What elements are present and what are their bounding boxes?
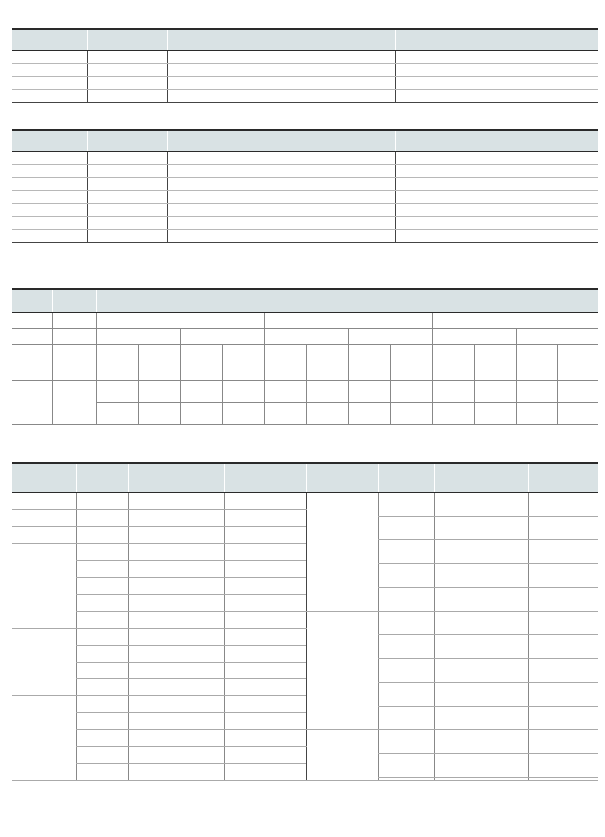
spec-cell	[224, 747, 306, 764]
header-eia-code	[87, 130, 167, 152]
step-value	[306, 381, 348, 403]
size-cell	[306, 493, 378, 612]
eia-cell	[87, 191, 167, 204]
header-tc	[52, 289, 96, 313]
table-row	[12, 90, 598, 103]
series-cell	[12, 345, 52, 381]
thickness-cell	[434, 754, 528, 778]
code-cell	[76, 526, 128, 543]
thickness-cell	[128, 526, 224, 543]
value-cell	[395, 90, 598, 103]
eia-cell	[87, 230, 167, 243]
code-cell	[76, 560, 128, 577]
spec-cell	[528, 754, 598, 778]
step-value	[557, 345, 598, 381]
symbol-cell	[12, 64, 87, 77]
table-row	[12, 77, 598, 90]
spec-cell	[528, 777, 598, 780]
step-value	[557, 403, 598, 425]
eia-cell	[87, 152, 167, 165]
table-row	[12, 611, 598, 614]
temp-cell	[167, 165, 395, 178]
spec-cell	[224, 560, 306, 577]
code-cell	[378, 516, 434, 540]
step-value	[138, 345, 180, 381]
size-cell	[306, 730, 378, 781]
spec-cell	[528, 516, 598, 540]
thickness-cell	[128, 645, 224, 662]
code-cell	[76, 747, 128, 764]
step-value	[180, 381, 222, 403]
value-cell	[395, 204, 598, 217]
code-cell	[76, 662, 128, 679]
table-row	[12, 191, 598, 204]
header-code	[76, 463, 128, 493]
step-header-row	[12, 289, 598, 313]
eia-cell	[87, 51, 167, 64]
step-value	[474, 381, 516, 403]
thickness-cell	[128, 611, 224, 628]
spec-cell	[528, 635, 598, 659]
code-cell	[378, 635, 434, 659]
symbol-cell	[12, 230, 87, 243]
step-value	[390, 403, 432, 425]
symbol-cell	[12, 90, 87, 103]
step-value	[264, 381, 306, 403]
spec-cell	[224, 628, 306, 645]
thickness-cell	[128, 509, 224, 526]
table-row	[12, 403, 598, 425]
code-cell	[378, 682, 434, 706]
eia-cell	[87, 90, 167, 103]
step-value	[474, 345, 516, 381]
step-value	[96, 313, 264, 329]
thickness-cell	[434, 659, 528, 683]
spec-cell	[224, 713, 306, 730]
tc-cell	[52, 381, 96, 425]
size-cell	[12, 543, 76, 628]
table-row	[12, 178, 598, 191]
spec-cell	[224, 696, 306, 713]
step-value	[474, 403, 516, 425]
thickness-cell	[434, 540, 528, 564]
spec-cell	[224, 679, 306, 696]
step-value	[557, 381, 598, 403]
value-cell	[395, 230, 598, 243]
eia-cell	[87, 204, 167, 217]
value-cell	[395, 165, 598, 178]
spec-cell	[528, 564, 598, 588]
thickness-cell	[128, 560, 224, 577]
symbol-cell	[12, 178, 87, 191]
table-row	[12, 217, 598, 230]
step-value	[222, 381, 264, 403]
class1-table	[12, 129, 598, 243]
code-cell	[378, 493, 434, 517]
symbol-cell	[12, 191, 87, 204]
header-size	[12, 463, 76, 493]
header-series	[12, 289, 52, 313]
eia-cell	[87, 165, 167, 178]
step-value	[264, 345, 306, 381]
thickness-cell	[434, 564, 528, 588]
spec-cell	[528, 659, 598, 683]
step-value	[180, 403, 222, 425]
thickness-cell	[128, 747, 224, 764]
thickness-cell	[434, 682, 528, 706]
step-value	[138, 381, 180, 403]
thickness-cell	[434, 706, 528, 730]
step-value	[96, 381, 138, 403]
class2-header-row	[12, 29, 598, 51]
step-value	[264, 313, 432, 329]
value-cell	[395, 152, 598, 165]
step-value	[516, 329, 598, 345]
header-symbol	[12, 130, 87, 152]
code-cell	[378, 659, 434, 683]
size-cell	[12, 628, 76, 696]
code-cell	[378, 611, 434, 635]
spec-cell	[224, 662, 306, 679]
code-cell	[378, 540, 434, 564]
tc-cell	[52, 345, 96, 381]
code-cell	[76, 679, 128, 696]
symbol-cell	[12, 51, 87, 64]
code-cell	[76, 696, 128, 713]
value-cell	[395, 217, 598, 230]
spec-cell	[528, 540, 598, 564]
symbol-cell	[12, 77, 87, 90]
table-row	[12, 64, 598, 77]
header-temp-coeff	[395, 130, 598, 152]
temp-cell	[167, 217, 395, 230]
thickness-cell	[128, 764, 224, 781]
code-cell	[76, 611, 128, 628]
table-row	[12, 730, 598, 733]
size-cell	[12, 696, 76, 781]
spec-cell	[224, 645, 306, 662]
code-cell	[76, 628, 128, 645]
size-cell	[306, 611, 378, 730]
table-row	[12, 493, 598, 496]
spec-cell	[528, 706, 598, 730]
thickness-cell	[128, 628, 224, 645]
step-value	[96, 329, 180, 345]
header-size	[306, 463, 378, 493]
step-value	[432, 313, 598, 329]
code-cell	[76, 764, 128, 781]
table-row	[12, 329, 598, 345]
class2-table	[12, 28, 598, 103]
value-cell	[395, 51, 598, 64]
step-value	[390, 381, 432, 403]
step-value	[138, 403, 180, 425]
step-value	[348, 403, 390, 425]
header-spec	[528, 463, 598, 493]
symbol-cell	[12, 217, 87, 230]
spec-cell	[224, 526, 306, 543]
header-cap-step	[96, 289, 598, 313]
step-value	[348, 345, 390, 381]
code-cell	[378, 730, 434, 754]
step-value	[516, 403, 557, 425]
spec-cell	[224, 730, 306, 747]
temp-cell	[167, 191, 395, 204]
step-value	[432, 403, 474, 425]
table-row	[12, 345, 598, 381]
series-cell	[12, 381, 52, 425]
spec-cell	[224, 509, 306, 526]
table-row	[12, 230, 598, 243]
code-cell	[76, 594, 128, 611]
code-cell	[76, 577, 128, 594]
tc-cell	[52, 313, 96, 329]
spec-cell	[224, 543, 306, 560]
step-value	[516, 381, 557, 403]
code-cell	[378, 564, 434, 588]
symbol-cell	[12, 152, 87, 165]
spec-cell	[224, 611, 306, 628]
value-cell	[395, 178, 598, 191]
step-value	[390, 345, 432, 381]
step-value	[264, 403, 306, 425]
code-cell	[76, 645, 128, 662]
tc-cell	[52, 329, 96, 345]
temp-cell	[167, 77, 395, 90]
symbol-cell	[12, 165, 87, 178]
class1-header-row	[12, 130, 598, 152]
header-cap-change	[395, 29, 598, 51]
eia-cell	[87, 77, 167, 90]
step-value	[432, 329, 516, 345]
step-value	[516, 345, 557, 381]
series-cell	[12, 313, 52, 329]
thickness-cell	[434, 493, 528, 517]
step-value	[180, 345, 222, 381]
size-cell	[12, 526, 76, 543]
spec-cell	[528, 493, 598, 517]
thickness-cell	[434, 516, 528, 540]
spec-cell	[528, 682, 598, 706]
code-cell	[378, 777, 434, 780]
thickness-cell	[128, 493, 224, 510]
step-value	[306, 403, 348, 425]
step-value	[306, 345, 348, 381]
header-thickness	[128, 463, 224, 493]
code-cell	[76, 543, 128, 560]
spec-cell	[528, 730, 598, 754]
temp-cell	[167, 204, 395, 217]
size-header-row	[12, 463, 598, 493]
table-row	[12, 152, 598, 165]
value-cell	[395, 191, 598, 204]
table-row	[12, 51, 598, 64]
step-value	[222, 403, 264, 425]
temp-cell	[167, 152, 395, 165]
code-cell	[378, 706, 434, 730]
size-cell	[12, 493, 76, 510]
header-thickness	[434, 463, 528, 493]
step-value	[180, 329, 264, 345]
eia-cell	[87, 217, 167, 230]
value-cell	[395, 64, 598, 77]
thickness-cell	[434, 730, 528, 754]
code-cell	[76, 509, 128, 526]
thickness-cell	[128, 679, 224, 696]
eia-cell	[87, 64, 167, 77]
spec-cell	[224, 594, 306, 611]
header-eia-code	[87, 29, 167, 51]
thickness-cell	[434, 777, 528, 780]
header-code	[378, 463, 434, 493]
eia-cell	[87, 178, 167, 191]
spec-cell	[528, 611, 598, 635]
spec-cell	[528, 587, 598, 611]
temp-cell	[167, 230, 395, 243]
step-value	[96, 403, 138, 425]
value-cell	[395, 77, 598, 90]
thickness-cell	[128, 713, 224, 730]
table-row	[12, 381, 598, 403]
temp-cell	[167, 90, 395, 103]
symbol-cell	[12, 204, 87, 217]
thickness-cell	[434, 611, 528, 635]
capacitance-step-table	[12, 288, 598, 425]
header-spec	[224, 463, 306, 493]
temp-cell	[167, 178, 395, 191]
table-row	[12, 313, 598, 329]
step-value	[432, 381, 474, 403]
code-cell	[76, 713, 128, 730]
code-cell	[76, 730, 128, 747]
series-cell	[12, 329, 52, 345]
thickness-cell	[128, 543, 224, 560]
step-value	[264, 329, 348, 345]
spec-cell	[224, 577, 306, 594]
spec-cell	[224, 764, 306, 781]
thickness-cell	[128, 577, 224, 594]
thickness-cell	[128, 594, 224, 611]
size-cell	[12, 509, 76, 526]
header-temp-range	[167, 130, 395, 152]
thickness-cell	[128, 730, 224, 747]
step-value	[96, 345, 138, 381]
thickness-cell	[128, 662, 224, 679]
code-cell	[378, 754, 434, 778]
step-value	[348, 329, 432, 345]
code-cell	[378, 587, 434, 611]
step-value	[348, 381, 390, 403]
step-value	[222, 345, 264, 381]
table-row	[12, 165, 598, 178]
thickness-cell	[434, 635, 528, 659]
thickness-cell	[128, 696, 224, 713]
table-row	[12, 204, 598, 217]
thickness-cell	[434, 587, 528, 611]
header-temp-range	[167, 29, 395, 51]
step-value	[432, 345, 474, 381]
size-thickness-table	[12, 462, 598, 781]
temp-cell	[167, 51, 395, 64]
temp-cell	[167, 64, 395, 77]
spec-cell	[224, 493, 306, 510]
code-cell	[76, 493, 128, 510]
header-symbol	[12, 29, 87, 51]
